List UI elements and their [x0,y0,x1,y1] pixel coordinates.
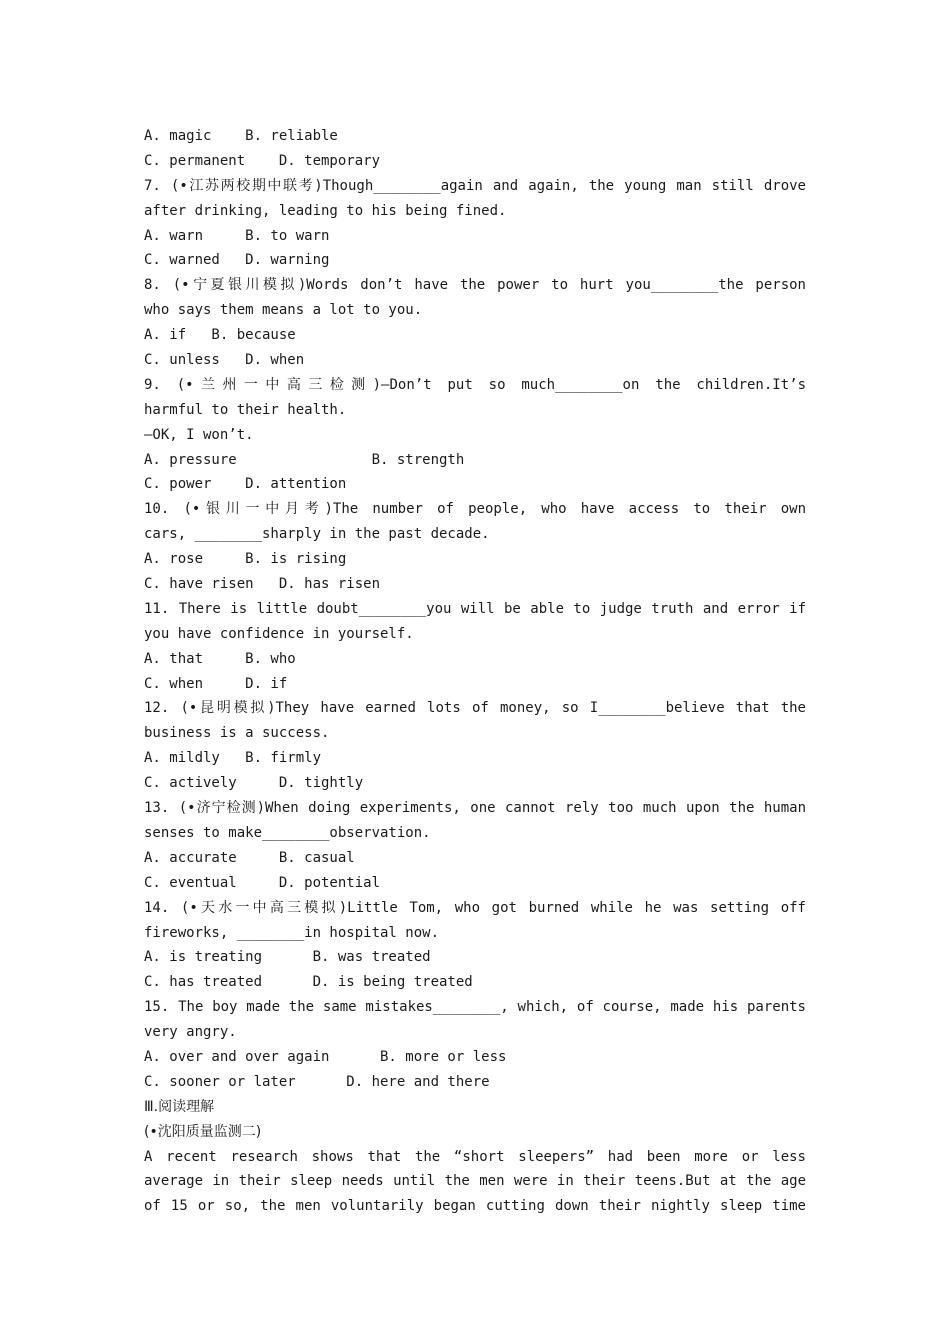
text-line: 8. (•宁夏银川模拟)Words don’t have the power to hurt you________the person [144,277,806,294]
text-line: 14. (•天水一中高三模拟)Little Tom, who got burned while he was setting off [144,899,806,916]
text-line: A. warn B. to warn [144,227,330,244]
text-line: harmful to their health. [144,401,347,418]
text-line: C. unless D. when [144,352,305,369]
text-line: —OK, I won’t. [144,426,254,443]
text-line: A. pressure B. strength [144,451,465,468]
text-line: C. warned D. warning [144,252,330,269]
text-line: 9. (•兰州一中高三检测)—Don’t put so much________on the children.It’s [144,376,806,393]
section-heading: Ⅲ.阅读理解 [144,1098,215,1115]
text-line: A. magic B. reliable [144,128,338,144]
text-line: of 15 or so, the men voluntarily began cutting down their nightly sleep time [144,1198,806,1215]
text-line: C. permanent D. temporary [144,152,381,169]
text-line: C. sooner or later D. here and there [144,1073,490,1090]
text-line: you have confidence in yourself. [144,625,414,642]
text-line: senses to make________observation. [144,824,431,841]
text-line: C. when D. if [144,675,288,692]
text-line: A. if B. because [144,327,296,344]
text-line: very angry. [144,1024,237,1041]
text-line: C. have risen D. has risen [144,576,381,593]
text-line: A. that B. who [144,650,296,667]
text-line: after drinking, leading to his being fined. [144,202,507,219]
text-line: cars, ________sharply in the past decade. [144,526,490,543]
text-line: business is a success. [144,725,330,742]
text-line: who says them means a lot to you. [144,302,423,319]
text-line: A recent research shows that the “short sleepers” had been more or less [144,1148,806,1165]
text-line: A. mildly B. firmly [144,750,322,767]
text-line: 7. (•江苏两校期中联考)Though________again and again, the young man still drove [144,177,806,194]
text-line: 13. (•济宁检测)When doing experiments, one cannot rely too much upon the human [144,800,806,817]
text-line: A. accurate B. casual [144,849,355,866]
text-line: C. has treated D. is being treated [144,974,473,991]
text-line: C. actively D. tightly [144,775,364,792]
text-line: A. over and over again B. more or less [144,1048,507,1065]
text-line: C. eventual D. potential [144,874,381,891]
text-line: fireworks, ________in hospital now. [144,924,440,941]
text-line: 15. The boy made the same mistakes________, which, of course, made his parents [144,999,806,1016]
text-line: average in their sleep needs until the men were in their teens.But at the age [144,1173,806,1190]
text-line: A. rose B. is rising [144,551,347,568]
text-line: C. power D. attention [144,476,347,493]
section-heading: (•沈阳质量监测二) [144,1123,262,1140]
text-line: 12. (•昆明模拟)They have earned lots of money, so I________believe that the [144,700,806,717]
document-page [144,124,806,1219]
text-line: 10. (•银川一中月考)The number of people, who have access to their own [144,501,806,518]
text-line: 11. There is little doubt________you will be able to judge truth and error if [144,600,806,617]
text-line: A. is treating B. was treated [144,949,431,966]
